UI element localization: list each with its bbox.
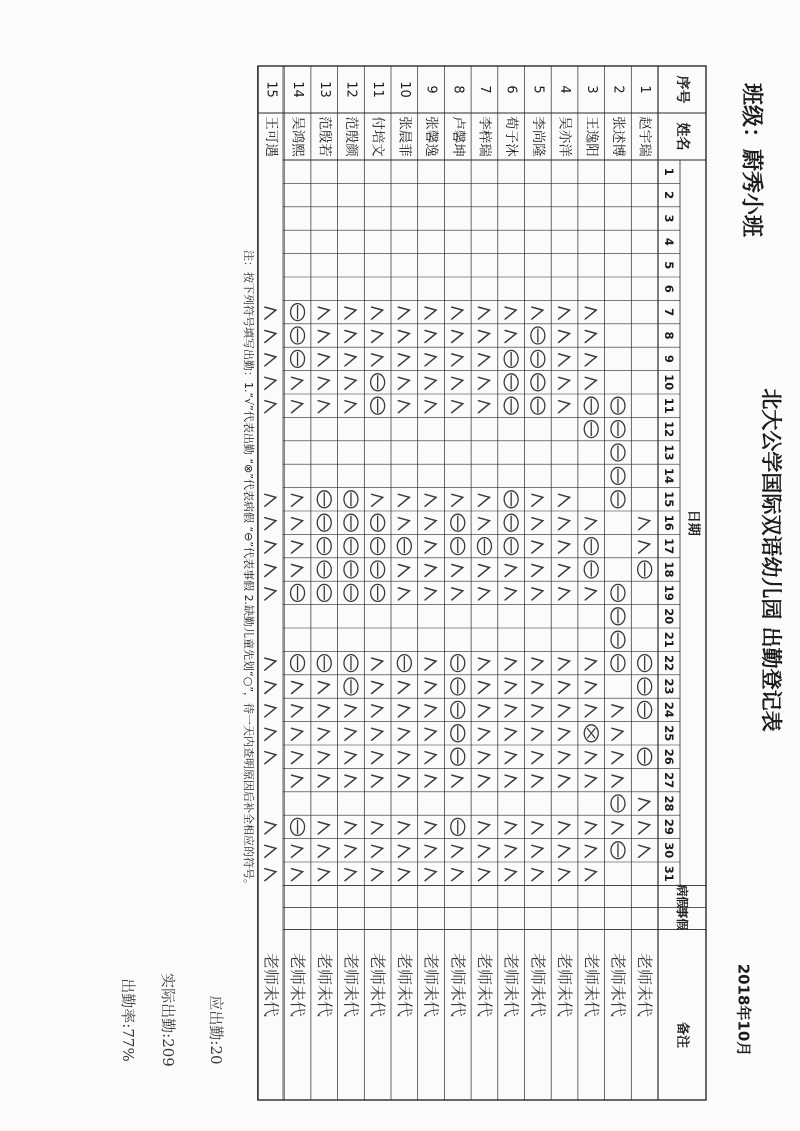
student-remark: 老师未代: [608, 952, 628, 1018]
summary-actual: 实际出勤:209: [159, 973, 177, 1067]
present-mark: [532, 822, 543, 834]
present-mark: [559, 331, 570, 343]
present-mark: [585, 588, 596, 600]
present-mark: [292, 401, 303, 413]
present-mark: [505, 869, 516, 881]
class-label: 班级：蔚秀小班: [738, 82, 764, 238]
day-number: 30: [662, 842, 676, 859]
present-mark: [318, 845, 329, 857]
present-mark: [372, 775, 383, 787]
present-mark: [398, 822, 409, 834]
present-mark: [425, 752, 436, 764]
student-name: 张馨逸: [423, 116, 440, 157]
day-number: 15: [662, 491, 676, 508]
present-mark: [265, 658, 276, 670]
present-mark: [292, 682, 303, 694]
student-remark: 老师未代: [474, 952, 494, 1018]
present-mark: [505, 307, 516, 319]
present-mark: [478, 775, 489, 787]
day-number: 9: [662, 354, 676, 363]
present-mark: [292, 728, 303, 740]
student-number: 15: [263, 81, 279, 98]
student-number: 6: [503, 85, 519, 94]
present-mark: [559, 752, 570, 764]
present-mark: [265, 822, 276, 834]
present-mark: [639, 845, 650, 857]
present-mark: [398, 331, 409, 343]
student-remark: 老师未代: [635, 952, 655, 1018]
present-mark: [265, 307, 276, 319]
student-remark: 老师未代: [501, 952, 521, 1018]
present-mark: [425, 845, 436, 857]
present-mark: [398, 775, 409, 787]
present-mark: [345, 845, 356, 857]
present-mark: [452, 494, 463, 506]
present-mark: [265, 518, 276, 530]
sick-leave-cross: [587, 728, 595, 738]
present-mark: [292, 845, 303, 857]
student-number: 12: [343, 81, 359, 98]
present-mark: [318, 705, 329, 717]
present-mark: [372, 752, 383, 764]
present-mark: [265, 377, 276, 389]
present-mark: [532, 869, 543, 881]
present-mark: [505, 658, 516, 670]
student-remark: 老师未代: [421, 952, 441, 1018]
present-mark: [559, 822, 570, 834]
day-number: 14: [662, 467, 676, 484]
present-mark: [425, 682, 436, 694]
day-number: 31: [662, 865, 676, 882]
present-mark: [585, 752, 596, 764]
present-mark: [292, 565, 303, 577]
present-mark: [478, 845, 489, 857]
present-mark: [265, 869, 276, 881]
present-mark: [532, 565, 543, 577]
day-number: 29: [662, 818, 676, 835]
present-mark: [612, 705, 623, 717]
present-mark: [398, 307, 409, 319]
present-mark: [478, 869, 489, 881]
present-mark: [345, 822, 356, 834]
student-name: 卢馨坤: [449, 116, 466, 157]
present-mark: [505, 331, 516, 343]
day-number: 26: [662, 748, 676, 765]
present-mark: [559, 775, 570, 787]
present-mark: [292, 541, 303, 553]
student-remark: 老师未代: [448, 952, 468, 1018]
present-mark: [372, 307, 383, 319]
student-name: 范殷颜: [342, 116, 359, 157]
present-mark: [372, 682, 383, 694]
col-header-seq: 序号: [674, 75, 690, 104]
present-mark: [532, 728, 543, 740]
present-mark: [478, 682, 489, 694]
student-name: 王可遇: [262, 116, 279, 157]
present-mark: [398, 565, 409, 577]
present-mark: [585, 354, 596, 366]
present-mark: [372, 331, 383, 343]
day-number: 7: [662, 308, 676, 317]
present-mark: [318, 869, 329, 881]
student-number: 5: [530, 85, 546, 94]
present-mark: [478, 307, 489, 319]
present-mark: [425, 775, 436, 787]
col-header-remarks: 备注: [674, 1021, 690, 1049]
attendance-summary: [119, 973, 225, 1067]
present-mark: [452, 845, 463, 857]
present-mark: [559, 518, 570, 530]
day-number: 24: [662, 701, 676, 718]
present-mark: [425, 401, 436, 413]
present-mark: [398, 869, 409, 881]
present-mark: [478, 752, 489, 764]
col-header-sick: 病假: [675, 884, 689, 909]
present-mark: [505, 822, 516, 834]
student-remark: 老师未代: [528, 952, 548, 1018]
present-mark: [505, 845, 516, 857]
summary-rate: 出勤率:77%: [119, 978, 137, 1062]
col-header-personal: 事假: [675, 906, 689, 931]
present-mark: [372, 728, 383, 740]
student-remark: 老师未代: [341, 952, 361, 1018]
student-number: 9: [423, 85, 439, 94]
table-border: [258, 66, 706, 1100]
student-name: 付培文: [369, 116, 386, 157]
legend-note: 注：按下列符号填写出勤：1.“√”代表出勤 “⊗”代表病假 “⊖”代表事假 2.缺勤儿童先划“○”，待一天内查明原因后补全相应的符号。: [242, 249, 255, 891]
present-mark: [372, 494, 383, 506]
present-mark: [318, 401, 329, 413]
present-mark: [372, 845, 383, 857]
present-mark: [452, 331, 463, 343]
present-mark: [318, 682, 329, 694]
present-mark: [505, 588, 516, 600]
present-mark: [398, 401, 409, 413]
present-mark: [559, 565, 570, 577]
day-number: 3: [662, 214, 676, 223]
day-number: 11: [662, 397, 676, 414]
present-mark: [559, 494, 570, 506]
present-mark: [532, 541, 543, 553]
present-mark: [292, 494, 303, 506]
present-mark: [318, 354, 329, 366]
student-name: 张晨菲: [396, 116, 413, 157]
present-mark: [585, 822, 596, 834]
present-mark: [559, 869, 570, 881]
present-mark: [505, 752, 516, 764]
student-name: 吴鸿熙: [289, 116, 306, 157]
present-mark: [452, 869, 463, 881]
present-mark: [505, 728, 516, 740]
present-mark: [532, 494, 543, 506]
present-mark: [398, 377, 409, 389]
present-mark: [372, 705, 383, 717]
present-mark: [398, 494, 409, 506]
present-mark: [318, 728, 329, 740]
present-mark: [265, 401, 276, 413]
present-mark: [345, 775, 356, 787]
present-mark: [532, 775, 543, 787]
present-mark: [372, 822, 383, 834]
student-number: 14: [290, 81, 306, 98]
present-mark: [398, 682, 409, 694]
present-mark: [425, 869, 436, 881]
present-mark: [425, 354, 436, 366]
present-mark: [505, 775, 516, 787]
present-mark: [345, 307, 356, 319]
present-mark: [292, 518, 303, 530]
present-mark: [398, 728, 409, 740]
present-mark: [532, 307, 543, 319]
day-number: 8: [662, 331, 676, 340]
present-mark: [425, 565, 436, 577]
day-number: 20: [662, 608, 676, 625]
present-mark: [639, 799, 650, 811]
day-number: 10: [662, 374, 676, 391]
present-mark: [585, 705, 596, 717]
present-mark: [585, 331, 596, 343]
present-mark: [398, 518, 409, 530]
present-mark: [372, 354, 383, 366]
present-mark: [585, 775, 596, 787]
month-label: 2018年10月: [734, 963, 753, 1057]
present-mark: [585, 658, 596, 670]
present-mark: [478, 565, 489, 577]
present-mark: [398, 354, 409, 366]
present-mark: [505, 705, 516, 717]
present-mark: [559, 541, 570, 553]
student-number: 2: [610, 85, 626, 94]
present-mark: [265, 752, 276, 764]
student-name: 王逸阳: [583, 116, 600, 157]
present-mark: [425, 588, 436, 600]
present-mark: [345, 401, 356, 413]
present-mark: [425, 822, 436, 834]
present-mark: [478, 705, 489, 717]
student-name: 范殷若: [316, 116, 333, 157]
present-mark: [585, 518, 596, 530]
present-mark: [292, 377, 303, 389]
present-mark: [478, 331, 489, 343]
present-mark: [478, 822, 489, 834]
present-mark: [532, 588, 543, 600]
present-mark: [639, 822, 650, 834]
present-mark: [612, 752, 623, 764]
present-mark: [398, 752, 409, 764]
day-number: 16: [662, 514, 676, 531]
present-mark: [398, 588, 409, 600]
present-mark: [398, 845, 409, 857]
present-mark: [559, 658, 570, 670]
present-mark: [585, 377, 596, 389]
present-mark: [452, 565, 463, 577]
present-mark: [532, 518, 543, 530]
present-mark: [318, 377, 329, 389]
present-mark: [452, 377, 463, 389]
present-mark: [585, 845, 596, 857]
present-mark: [585, 869, 596, 881]
student-remark: 老师未代: [555, 952, 575, 1018]
day-number: 21: [662, 631, 676, 648]
day-number: 19: [662, 584, 676, 601]
day-number: 6: [662, 284, 676, 293]
attendance-marks: [265, 304, 652, 881]
present-mark: [345, 377, 356, 389]
present-mark: [559, 588, 570, 600]
page-title: 北大公学国际双语幼儿园 出勤登记表: [759, 388, 783, 732]
student-remark: 老师未代: [368, 952, 388, 1018]
present-mark: [559, 682, 570, 694]
present-mark: [425, 494, 436, 506]
col-header-name: 姓名: [674, 122, 690, 151]
present-mark: [318, 775, 329, 787]
present-mark: [532, 845, 543, 857]
day-number: 22: [662, 655, 676, 672]
present-mark: [318, 752, 329, 764]
present-mark: [292, 752, 303, 764]
present-mark: [559, 705, 570, 717]
student-name: 李尚隆: [529, 116, 546, 157]
present-mark: [292, 869, 303, 881]
student-name: 李梓瑞: [476, 116, 493, 157]
present-mark: [612, 822, 623, 834]
day-number: 1: [662, 167, 676, 176]
present-mark: [505, 682, 516, 694]
present-mark: [345, 728, 356, 740]
present-mark: [478, 377, 489, 389]
present-mark: [425, 705, 436, 717]
present-mark: [265, 331, 276, 343]
present-mark: [318, 331, 329, 343]
summary-expected: 应出勤:20: [207, 995, 225, 1065]
present-mark: [532, 705, 543, 717]
present-mark: [478, 728, 489, 740]
present-mark: [265, 354, 276, 366]
present-mark: [559, 377, 570, 389]
present-mark: [452, 307, 463, 319]
present-mark: [265, 728, 276, 740]
present-mark: [559, 307, 570, 319]
student-number: 10: [396, 81, 412, 98]
present-mark: [452, 354, 463, 366]
student-number: 13: [316, 81, 332, 98]
present-mark: [478, 494, 489, 506]
student-name: 吴亦洋: [556, 116, 573, 157]
present-mark: [612, 775, 623, 787]
student-number: 8: [450, 85, 466, 94]
present-mark: [318, 307, 329, 319]
student-name: 赵宇瑞: [636, 116, 653, 157]
present-mark: [265, 845, 276, 857]
student-remark: 老师未代: [394, 952, 414, 1018]
present-mark: [345, 331, 356, 343]
present-mark: [612, 728, 623, 740]
student-number: 7: [476, 85, 492, 94]
present-mark: [372, 869, 383, 881]
student-remark: 老师未代: [314, 952, 334, 1018]
present-mark: [532, 682, 543, 694]
present-mark: [265, 541, 276, 553]
present-mark: [425, 658, 436, 670]
present-mark: [372, 658, 383, 670]
present-mark: [425, 377, 436, 389]
present-mark: [265, 682, 276, 694]
present-mark: [478, 658, 489, 670]
present-mark: [639, 541, 650, 553]
day-number: 4: [662, 237, 676, 246]
present-mark: [425, 307, 436, 319]
present-mark: [532, 658, 543, 670]
present-mark: [639, 518, 650, 530]
day-number: 25: [662, 725, 676, 742]
present-mark: [452, 775, 463, 787]
present-mark: [478, 588, 489, 600]
present-mark: [292, 775, 303, 787]
student-number: 1: [637, 85, 653, 94]
day-number: 13: [662, 444, 676, 461]
present-mark: [425, 518, 436, 530]
day-number: 12: [662, 421, 676, 438]
present-mark: [425, 331, 436, 343]
col-header-dates: 日期: [685, 509, 701, 536]
present-mark: [532, 752, 543, 764]
student-remark: 老师未代: [288, 952, 308, 1018]
present-mark: [318, 822, 329, 834]
present-mark: [345, 869, 356, 881]
present-mark: [265, 705, 276, 717]
present-mark: [398, 705, 409, 717]
day-number: 18: [662, 561, 676, 578]
present-mark: [425, 541, 436, 553]
present-mark: [559, 728, 570, 740]
student-remark: 老师未代: [581, 952, 601, 1018]
day-number: 27: [662, 772, 676, 789]
present-mark: [452, 401, 463, 413]
present-mark: [559, 845, 570, 857]
present-mark: [585, 682, 596, 694]
student-number: 3: [583, 85, 599, 94]
present-mark: [345, 705, 356, 717]
present-mark: [505, 565, 516, 577]
present-mark: [425, 728, 436, 740]
student-number: 11: [370, 81, 386, 98]
present-mark: [559, 401, 570, 413]
present-mark: [292, 705, 303, 717]
present-mark: [585, 307, 596, 319]
present-mark: [345, 354, 356, 366]
present-mark: [265, 565, 276, 577]
day-number: 28: [662, 795, 676, 812]
present-mark: [478, 518, 489, 530]
present-mark: [559, 354, 570, 366]
present-mark: [345, 752, 356, 764]
present-mark: [265, 494, 276, 506]
day-number: 5: [662, 261, 676, 270]
day-number: 23: [662, 678, 676, 695]
present-mark: [452, 588, 463, 600]
present-mark: [478, 354, 489, 366]
student-remark: 老师未代: [261, 952, 281, 1018]
present-mark: [478, 401, 489, 413]
table-grid: [258, 66, 707, 1100]
student-name: 荀子沐: [503, 116, 520, 157]
student-number: 4: [557, 85, 573, 94]
day-number: 2: [662, 191, 676, 200]
day-number: 17: [662, 538, 676, 555]
present-mark: [265, 588, 276, 600]
student-name: 张述博: [609, 116, 626, 157]
